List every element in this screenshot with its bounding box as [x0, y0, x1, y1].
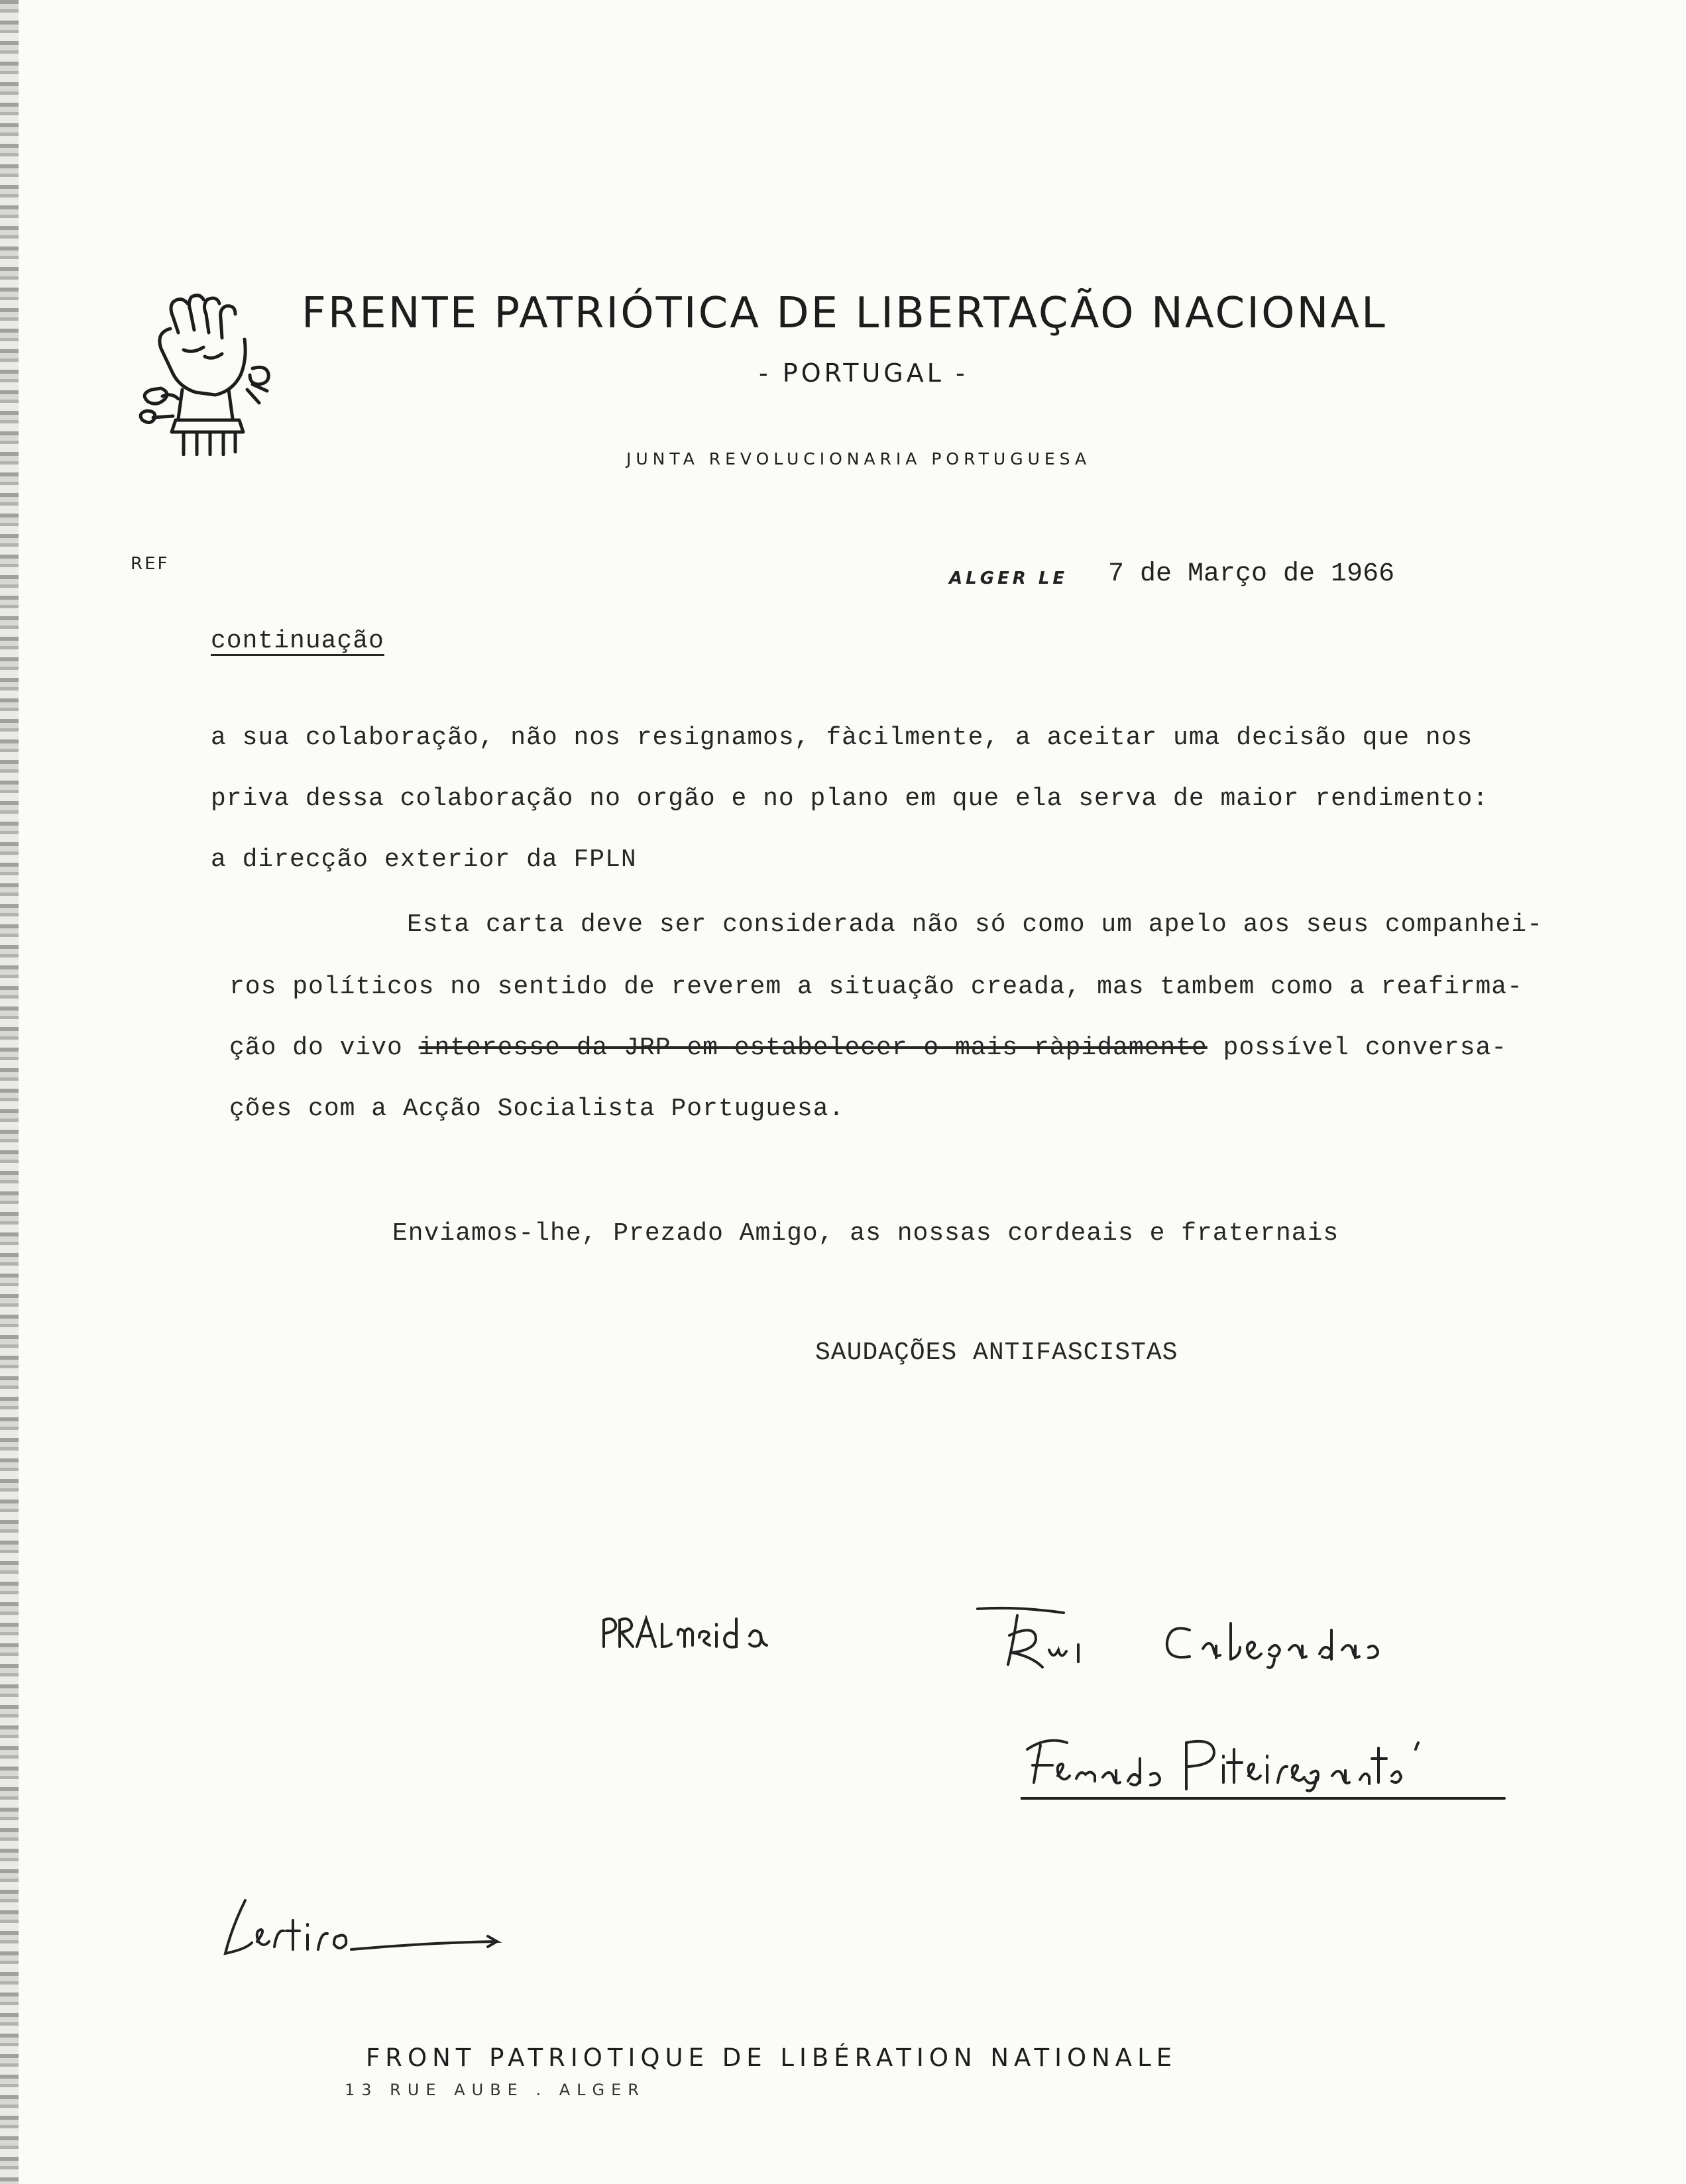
body-line-5: ros políticos no sentido de reverem a situação creada, mas tambem como a reafirma-	[229, 973, 1523, 1001]
date-place: ALGER LE	[949, 569, 1068, 588]
body-line-6-start: ção do vivo	[229, 1034, 419, 1062]
junta-subtitle: JUNTA REVOLUCIONARIA PORTUGUESA	[626, 449, 1092, 468]
letter-date: 7 de Março de 1966	[1108, 559, 1395, 589]
signature-right-top	[971, 1604, 1415, 1683]
signature-left	[600, 1607, 785, 1660]
archive-annotation	[219, 1894, 563, 1967]
continuation-heading: continuação	[211, 627, 384, 655]
body-line-3: a direcção exterior da FPLN	[211, 846, 637, 874]
body-line-4: Esta carta deve ser considerada não só como um apelo aos seus companhei-	[407, 910, 1543, 939]
salutation: SAUDAÇÕES ANTIFASCISTAS	[815, 1338, 1178, 1367]
struck-text: interesse da JRP em estabelecer o mais ràpidamente	[418, 1034, 1208, 1062]
footer-address: 13 RUE AUBE . ALGER	[345, 2081, 646, 2099]
ref-label: REF	[131, 554, 170, 574]
fist-logo	[136, 290, 275, 456]
signature-right-bottom	[1021, 1729, 1511, 1809]
body-line-6-end: possível conversa-	[1207, 1034, 1508, 1062]
body-line-1: a sua colaboração, não nos resignamos, fàcilmente, a aceitar uma decisão que nos	[211, 724, 1473, 752]
scan-edge-noise	[0, 0, 19, 2184]
body-line-6	[229, 1034, 1507, 1062]
country-label: - PORTUGAL -	[759, 358, 968, 388]
closing-line: Enviamos-lhe, Prezado Amigo, as nossas cordeais e fraternais	[392, 1219, 1339, 1248]
footer-organization: FRONT PATRIOTIQUE DE LIBÉRATION NATIONALE	[366, 2044, 1178, 2072]
body-line-7: ções com a Acção Socialista Portuguesa.	[229, 1095, 845, 1123]
organization-name: FRENTE PATRIÓTICA DE LIBERTAÇÃO NACIONAL	[302, 289, 1387, 338]
body-line-2: priva dessa colaboração no orgão e no plano em que ela serva de maior rendimento:	[211, 785, 1489, 813]
